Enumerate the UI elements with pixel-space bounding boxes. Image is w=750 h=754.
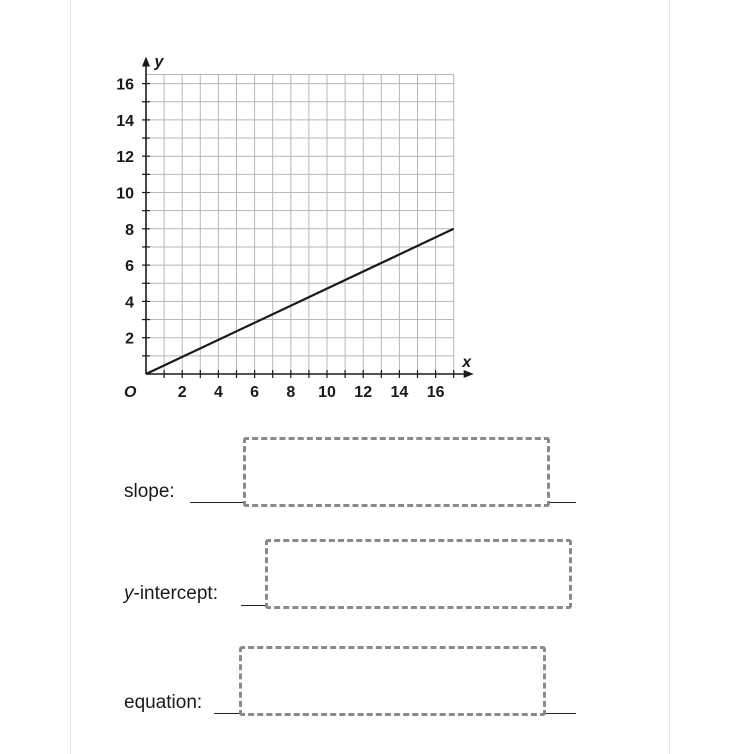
y-intercept-input[interactable] — [268, 542, 569, 606]
y-tick-label: 12 — [116, 149, 134, 167]
x-tick-label: 14 — [390, 384, 409, 401]
x-tick-label: 16 — [426, 384, 445, 401]
y-tick-label: 16 — [116, 76, 134, 94]
x-tick-label: 2 — [177, 384, 187, 401]
equation-input[interactable] — [242, 649, 543, 713]
y-axis-arrow — [142, 57, 150, 67]
origin-label: O — [124, 384, 137, 401]
equation-label-text: equation: — [124, 692, 203, 713]
axes — [142, 57, 474, 378]
tick-labels — [116, 54, 472, 401]
grid — [146, 75, 454, 374]
y-tick-label: 14 — [116, 112, 134, 130]
equation-label — [124, 692, 202, 714]
y-intercept-answer-box[interactable] — [265, 539, 572, 609]
y-tick-label: 2 — [125, 330, 134, 348]
y-tick-label: 8 — [125, 221, 134, 239]
x-tick-label: 6 — [250, 384, 260, 401]
x-axis-label: x — [462, 354, 472, 371]
x-tick-label: 4 — [213, 384, 223, 401]
equation-answer-box[interactable] — [239, 646, 546, 716]
x-tick-label: 12 — [354, 384, 373, 401]
x-axis-arrow — [464, 370, 474, 378]
y-intercept-label — [124, 583, 218, 605]
x-tick-label: 10 — [318, 384, 336, 401]
slope-label-text: slope: — [124, 481, 175, 502]
y-intercept-label-text: -intercept: — [133, 583, 218, 604]
y-tick-label: 6 — [125, 258, 134, 276]
slope-answer-box[interactable] — [243, 437, 550, 507]
slope-input[interactable] — [246, 440, 547, 504]
y-tick-label: 10 — [116, 185, 134, 203]
slope-label — [124, 481, 175, 503]
y-tick-label: 4 — [125, 294, 134, 312]
y-intercept-italic-y: y — [124, 583, 134, 604]
x-tick-label: 8 — [286, 384, 296, 401]
y-axis-label: y — [154, 53, 164, 71]
